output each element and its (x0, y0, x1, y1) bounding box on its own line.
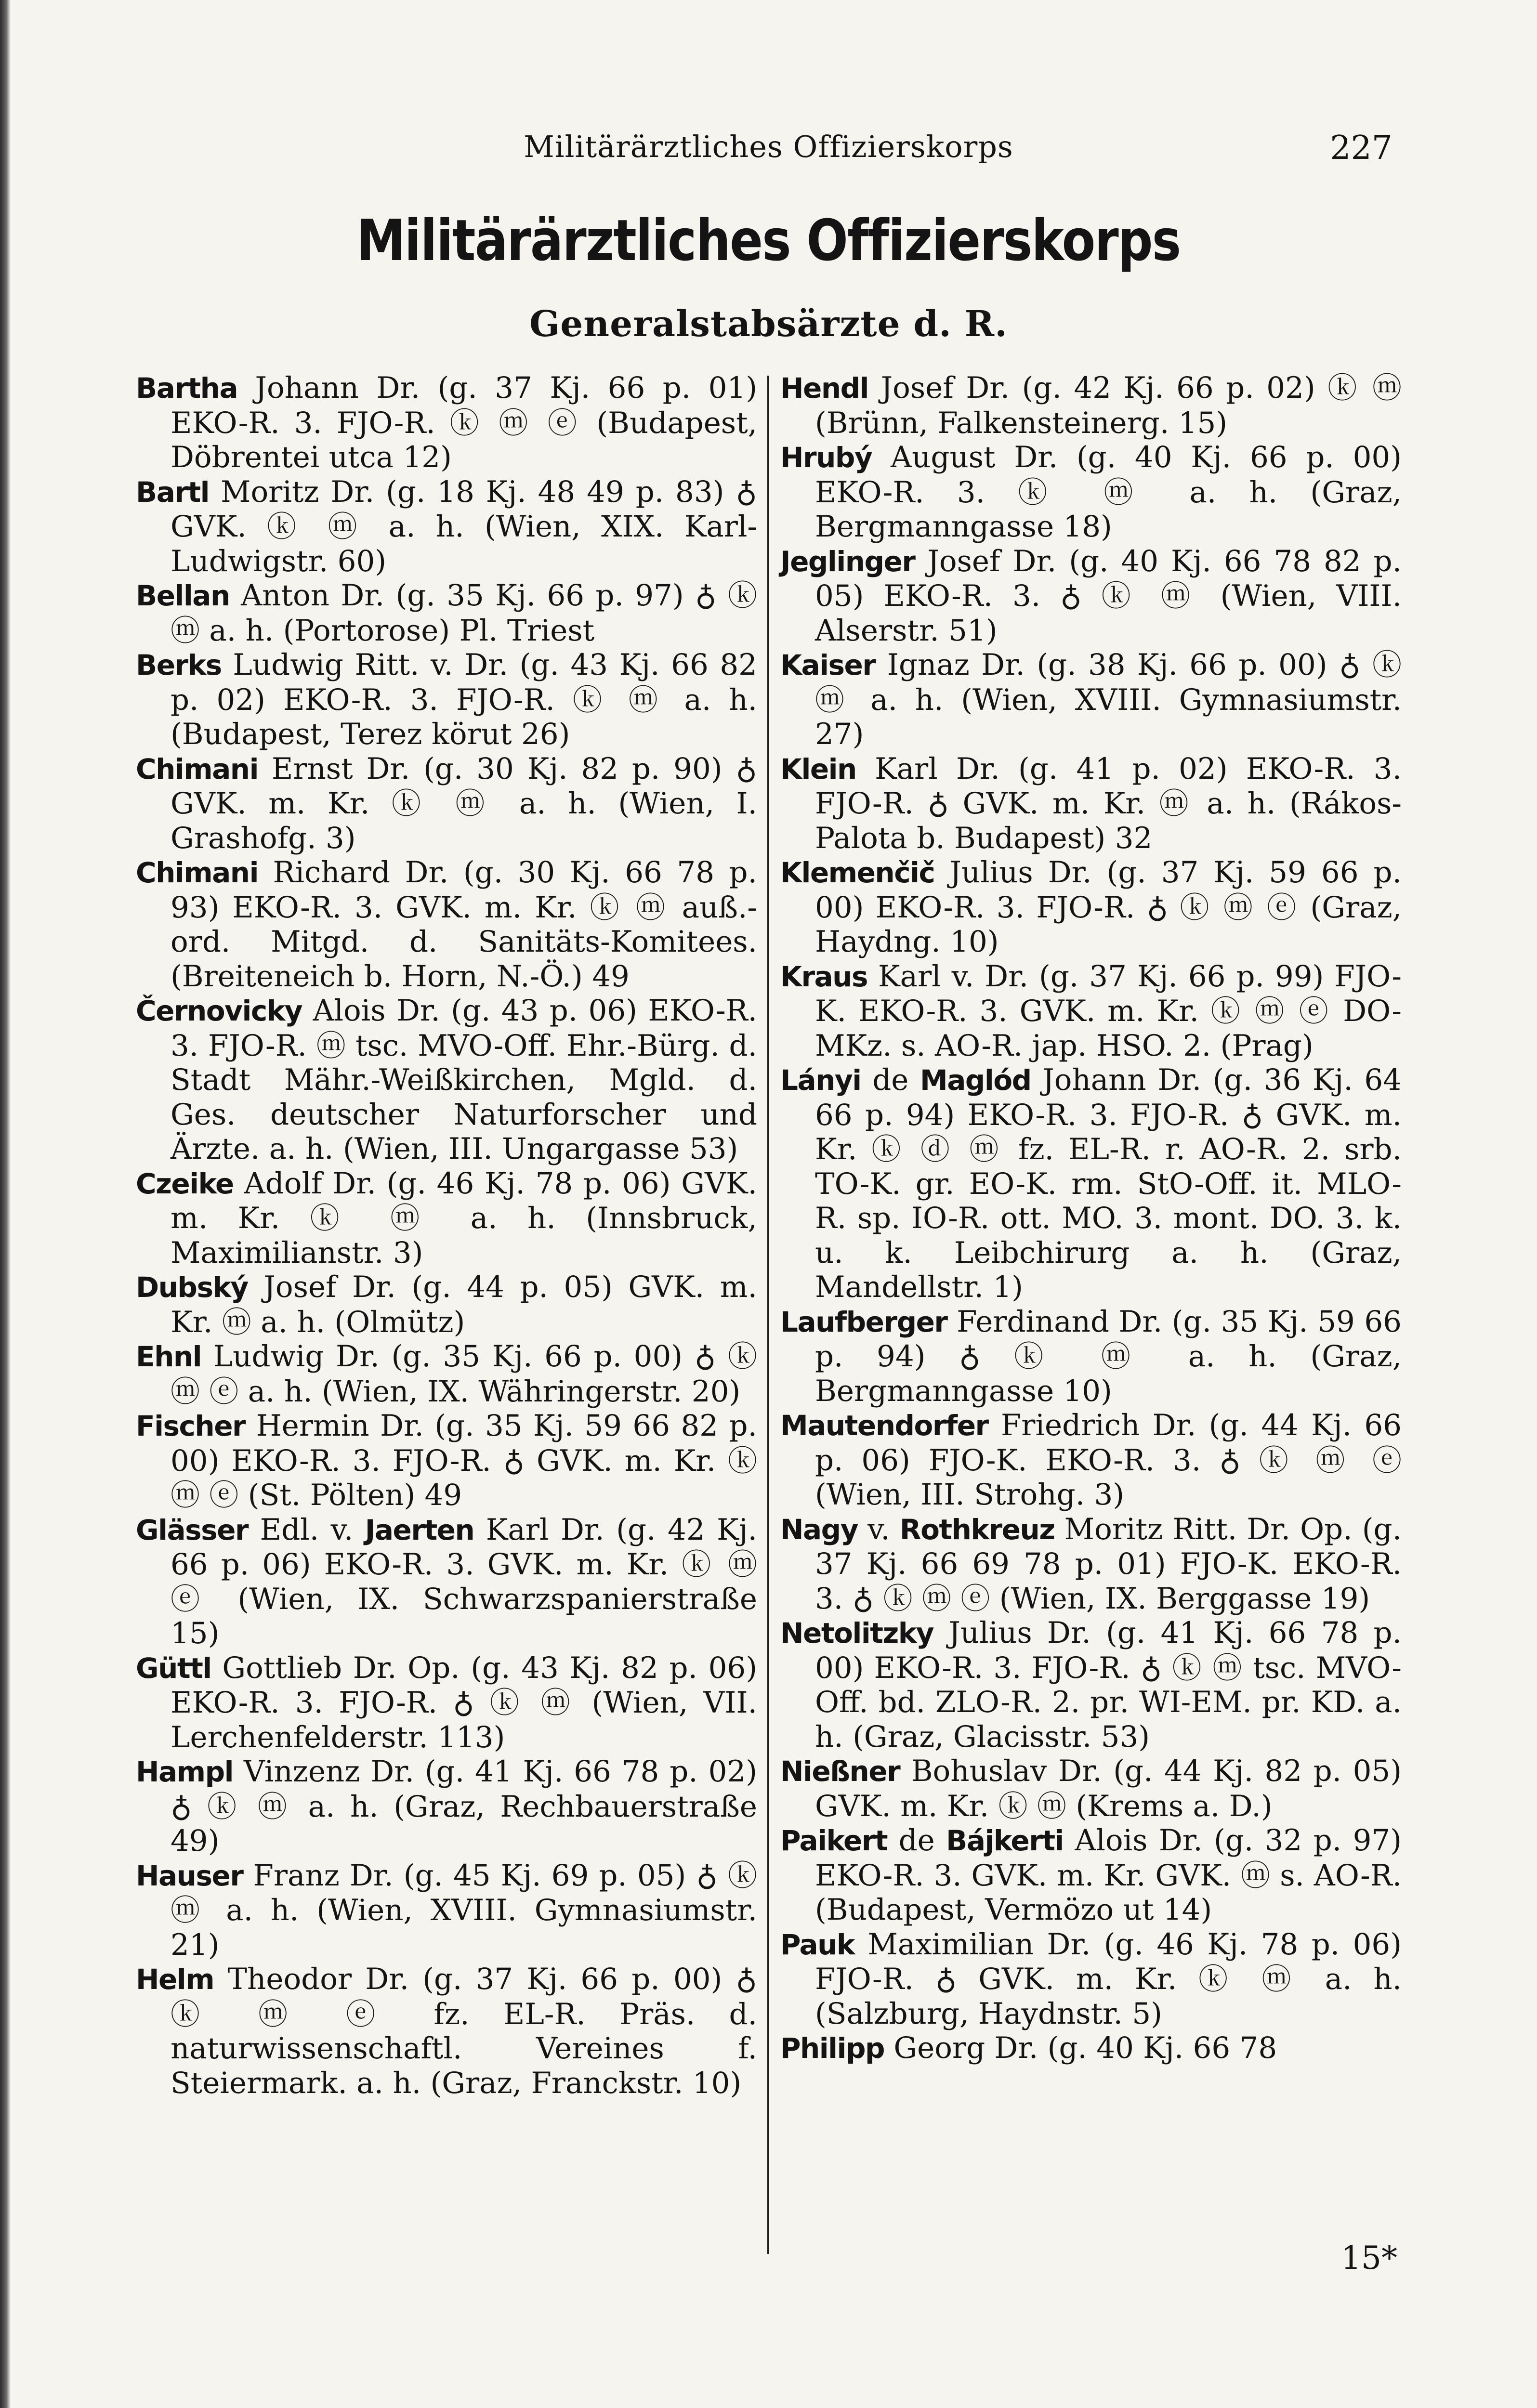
register-entry (780, 1512, 1402, 1616)
register-entry (780, 544, 1402, 648)
entry-surname: Kaiser (780, 649, 876, 681)
register-entry (780, 959, 1402, 1063)
register-entry (136, 1651, 757, 1755)
entry-surname: Güttl (136, 1651, 211, 1685)
register-entry (780, 1754, 1402, 1823)
entry-details: Julius Dr. (g. 37 Kj. 59 66 p. 00) EKO-R. 3. FJO-R. ♁ ⓚ ⓜ ⓔ (Graz, Haydng. 10) (815, 855, 1402, 959)
register-entry (136, 855, 757, 994)
page-edge-shadow (0, 0, 11, 2408)
entry-surname: Černovicky (136, 995, 302, 1027)
entry-surname: Hampl (136, 1755, 234, 1788)
entry-surname: Mautendorfer (780, 1409, 988, 1442)
entry-surname: Chimani (136, 752, 258, 785)
entry-surname: Nießner (780, 1755, 900, 1788)
entry-surname: Netolitzky (780, 1617, 934, 1649)
entry-details: Josef Dr. (g. 40 Kj. 66 78 82 p. 05) EKO-R. 3. ♁ ⓚ ⓜ (Wien, VIII. Alserstr. 51) (815, 544, 1402, 648)
entry-surname: Nagy (780, 1513, 858, 1546)
entry-details-continued: Karl Dr. (g. 42 Kj. 66 p. 06) EKO-R. 3. GVK. m. Kr. ⓚ ⓜ ⓔ (Wien, IX. Schwarzspanierstraße 15) (171, 1512, 757, 1650)
entry-details: Alois Dr. (g. 43 p. 06) EKO-R. 3. FJO-R. ⓜ tsc. MVO-Off. Ehr.-Bürg. d. Stadt Mähr.-Weißkirchen, Mgld. d. Ges. deutscher Naturforscher und Ärzte. a. h. (Wien, III. Ungargasse 53) (171, 994, 757, 1166)
entry-details-continued: Johann Dr. (g. 36 Kj. 64 66 p. 94) EKO-R. 3. FJO-R. ♁ GVK. m. Kr. ⓚ ⓓ ⓜ fz. EL-R. r. AO-R. 2. srb. TO-K. gr. EO-K. rm. StO-Off. it. MLO-R. sp. IO-R. ott. MO. 3. mont. DO. 3. k. u. k. Leibchirurg a. h. (Graz, Mandellstr. 1) (815, 1063, 1402, 1304)
register-entry (780, 1063, 1402, 1305)
entry-details: Vinzenz Dr. (g. 41 Kj. 66 78 p. 02) ♁ ⓚ ⓜ a. h. (Graz, Rechbauerstraße 49) (171, 1754, 757, 1858)
entry-surname: Paikert (780, 1824, 888, 1857)
entry-surname: Klein (780, 752, 856, 785)
entry-details: Karl Dr. (g. 41 p. 02) EKO-R. 3. FJO-R. ♁ GVK. m. Kr. ⓜ a. h. (Rákos-Palota b. Budapest) 32 (815, 751, 1402, 855)
entry-details: Julius Dr. (g. 41 Kj. 66 78 p. 00) EKO-R. 3. FJO-R. ♁ ⓚ ⓜ tsc. MVO-Off. bd. ZLO-R. 2. pr. WI-EM. pr. KD. a. h. (Graz, Glacisstr. 53) (815, 1616, 1402, 1754)
entry-surname: Philipp (780, 2032, 884, 2065)
entry-surname: Pauk (780, 1928, 854, 1961)
entry-details: de (861, 1063, 920, 1097)
register-entry (136, 1513, 757, 1651)
entry-details: Ferdinand Dr. (g. 35 Kj. 59 66 p. 94) ♁ ⓚ ⓜ a. h. (Graz, Bergmanngasse 10) (815, 1304, 1402, 1408)
register-entry (136, 1962, 757, 2100)
entry-surname: Bartl (136, 475, 210, 509)
entry-details: Richard Dr. (g. 30 Kj. 66 78 p. 93) EKO-R. 3. GVK. m. Kr. ⓚ ⓜ auß.-ord. Mitgd. d. Sanitäts-Komitees. (Breiteneich b. Horn, N.-Ö.) 49 (171, 855, 757, 994)
register-entry (136, 1339, 757, 1409)
entry-details: Moritz Dr. (g. 18 Kj. 48 49 p. 83) ♁ GVK. ⓚ ⓜ a. h. (Wien, XIX. Karl-Ludwigstr. 60) (171, 474, 757, 578)
entry-details: August Dr. (g. 40 Kj. 66 p. 00) EKO-R. 3. ⓚ ⓜ a. h. (Graz, Bergmanngasse 18) (815, 440, 1402, 544)
running-head (140, 129, 1397, 168)
register-entry (136, 1166, 757, 1270)
entry-details: Josef Dr. (g. 44 p. 05) GVK. m. Kr. ⓜ a. h. (Olmütz) (171, 1270, 757, 1339)
register-entry (780, 1408, 1402, 1512)
entry-details: v. (858, 1512, 900, 1546)
left-column (136, 371, 757, 2100)
entry-surname: Glässer (136, 1513, 249, 1546)
entry-name-suffix: Bájkerti (946, 1824, 1064, 1857)
entry-details: Josef Dr. (g. 42 Kj. 66 p. 02) ⓚ ⓜ (Brünn, Falkensteinerg. 15) (815, 371, 1402, 440)
entry-name-suffix: Maglód (920, 1064, 1031, 1097)
register-entry (136, 1858, 757, 1963)
entry-details: Ludwig Dr. (g. 35 Kj. 66 p. 00) ♁ ⓚ ⓜ ⓔ a. h. (Wien, IX. Währingerstr. 20) (171, 1339, 757, 1409)
register-entry (136, 752, 757, 856)
entry-details: Friedrich Dr. (g. 44 Kj. 66 p. 06) FJO-K. EKO-R. 3. ♁ ⓚ ⓜ ⓔ (Wien, III. Strohg. 3) (815, 1408, 1402, 1512)
entry-surname: Jeglinger (780, 545, 915, 578)
entry-details: Johann Dr. (g. 37 Kj. 66 p. 01) EKO-R. 3. FJO-R. ⓚ ⓜ ⓔ (Budapest, Döbrentei utca 12) (171, 371, 757, 474)
entry-details: Theodor Dr. (g. 37 Kj. 66 p. 00) ♁ ⓚ ⓜ ⓔ fz. EL-R. Präs. d. naturwissenschaftl. Vereines f. Steiermark. a. h. (Graz, Franckstr. 10) (171, 1962, 757, 2100)
entry-surname: Czeike (136, 1167, 234, 1200)
page-number: 227 (1330, 129, 1392, 167)
entry-surname: Laufberger (780, 1305, 947, 1338)
page-title: Militärärztliches Offizierskorps (356, 207, 1181, 274)
entry-details: Maximilian Dr. (g. 46 Kj. 78 p. 06) FJO-R. ♁ GVK. m. Kr. ⓚ ⓜ a. h. (Salzburg, Haydnstr. 5) (815, 1927, 1402, 2031)
entry-details: Ludwig Ritt. v. Dr. (g. 43 Kj. 66 82 p. 02) EKO-R. 3. FJO-R. ⓚ ⓜ a. h. (Budapest, Terez körut 26) (171, 648, 757, 751)
register-entry (136, 994, 757, 1166)
entry-details: Georg Dr. (g. 40 Kj. 66 78 (884, 2031, 1277, 2065)
entry-surname: Bellan (136, 579, 230, 612)
register-entry (780, 1305, 1402, 1409)
entry-details-continued: Moritz Ritt. Dr. Op. (g. 37 Kj. 66 69 78 p. 01) FJO-K. EKO-R. 3. ♁ ⓚ ⓜ ⓔ (Wien, IX. Berggasse 19) (815, 1512, 1402, 1616)
entry-details-continued: Alois Dr. (g. 32 p. 97) EKO-R. 3. GVK. m. Kr. GVK. ⓜ s. AO-R. (Budapest, Vermözo ut 14) (815, 1823, 1402, 1927)
entry-details: Karl v. Dr. (g. 37 Kj. 66 p. 99) FJO-K. EKO-R. 3. GVK. m. Kr. ⓚ ⓜ ⓔ DO-MKz. s. AO-R. jap. HSO. 2. (Prag) (815, 959, 1402, 1063)
entry-name-suffix: Jaerten (365, 1513, 474, 1546)
register-entry (136, 578, 757, 648)
register-entry (780, 1616, 1402, 1754)
right-column (780, 371, 1402, 2066)
entry-details: Hermin Dr. (g. 35 Kj. 59 66 82 p. 00) EKO-R. 3. FJO-R. ♁ GVK. m. Kr. ⓚ ⓜ ⓔ (St. Pölten) 49 (171, 1409, 757, 1512)
register-entry (136, 1409, 757, 1513)
register-entry (780, 2031, 1402, 2066)
entry-surname: Hauser (136, 1859, 243, 1892)
running-title: Militärärztliches Offizierskorps (524, 129, 1013, 164)
entry-details: Ignaz Dr. (g. 38 Kj. 66 p. 00) ♁ ⓚ ⓜ a. h. (Wien, XVIII. Gymnasiumstr. 27) (815, 648, 1402, 751)
entry-details: Franz Dr. (g. 45 Kj. 69 p. 05) ♁ ⓚ ⓜ a. h. (Wien, XVIII. Gymnasiumstr. 21) (171, 1858, 757, 1962)
entry-details: Adolf Dr. (g. 46 Kj. 78 p. 06) GVK. m. Kr. ⓚ ⓜ a. h. (Innsbruck, Maximilianstr. 3) (171, 1166, 757, 1270)
register-entry (780, 371, 1402, 440)
column-divider (767, 376, 769, 2254)
register-entry (780, 855, 1402, 959)
entry-details: Bohuslav Dr. (g. 44 Kj. 82 p. 05) GVK. m. Kr. ⓚ ⓜ (Krems a. D.) (815, 1754, 1402, 1823)
entry-details: Gottlieb Dr. Op. (g. 43 Kj. 82 p. 06) EKO-R. 3. FJO-R. ♁ ⓚ ⓜ (Wien, VII. Lerchenfelderstr. 113) (171, 1650, 757, 1754)
register-entry (136, 475, 757, 579)
entry-surname: Kraus (780, 960, 867, 993)
entry-details: Anton Dr. (g. 35 Kj. 66 p. 97) ♁ ⓚ ⓜ a. h. (Portorose) Pl. Triest (171, 578, 757, 648)
entry-surname: Bartha (136, 372, 238, 405)
register-entry (136, 1270, 757, 1339)
register-entry (136, 1754, 757, 1858)
entry-surname: Dubský (136, 1271, 248, 1304)
register-entry (136, 371, 757, 475)
entry-surname: Chimani (136, 856, 258, 889)
entry-surname: Lányi (780, 1064, 861, 1097)
register-entry (780, 752, 1402, 856)
register-entry (780, 440, 1402, 544)
entry-surname: Helm (136, 1963, 214, 1996)
entry-surname: Hendl (780, 372, 869, 405)
section-subtitle: Generalstabsärzte d. R. (529, 303, 1008, 345)
entry-surname: Berks (136, 649, 222, 681)
entry-details: Ernst Dr. (g. 30 Kj. 82 p. 90) ♁ GVK. m. Kr. ⓚ ⓜ a. h. (Wien, I. Grashofg. 3) (171, 751, 757, 855)
register-entry (780, 1927, 1402, 2031)
entry-surname: Fischer (136, 1410, 246, 1442)
register-entry (136, 648, 757, 752)
entry-surname: Klemenčič (780, 856, 935, 889)
entry-surname: Hrubý (780, 441, 872, 474)
register-entry (780, 1823, 1402, 1927)
entry-details: Edl. v. (248, 1512, 365, 1547)
register-entry (780, 648, 1402, 752)
entry-name-suffix: Rothkreuz (899, 1513, 1055, 1546)
entry-surname: Ehnl (136, 1340, 202, 1373)
entry-details: de (887, 1823, 946, 1858)
sheet-signature: 15* (1341, 2239, 1397, 2277)
